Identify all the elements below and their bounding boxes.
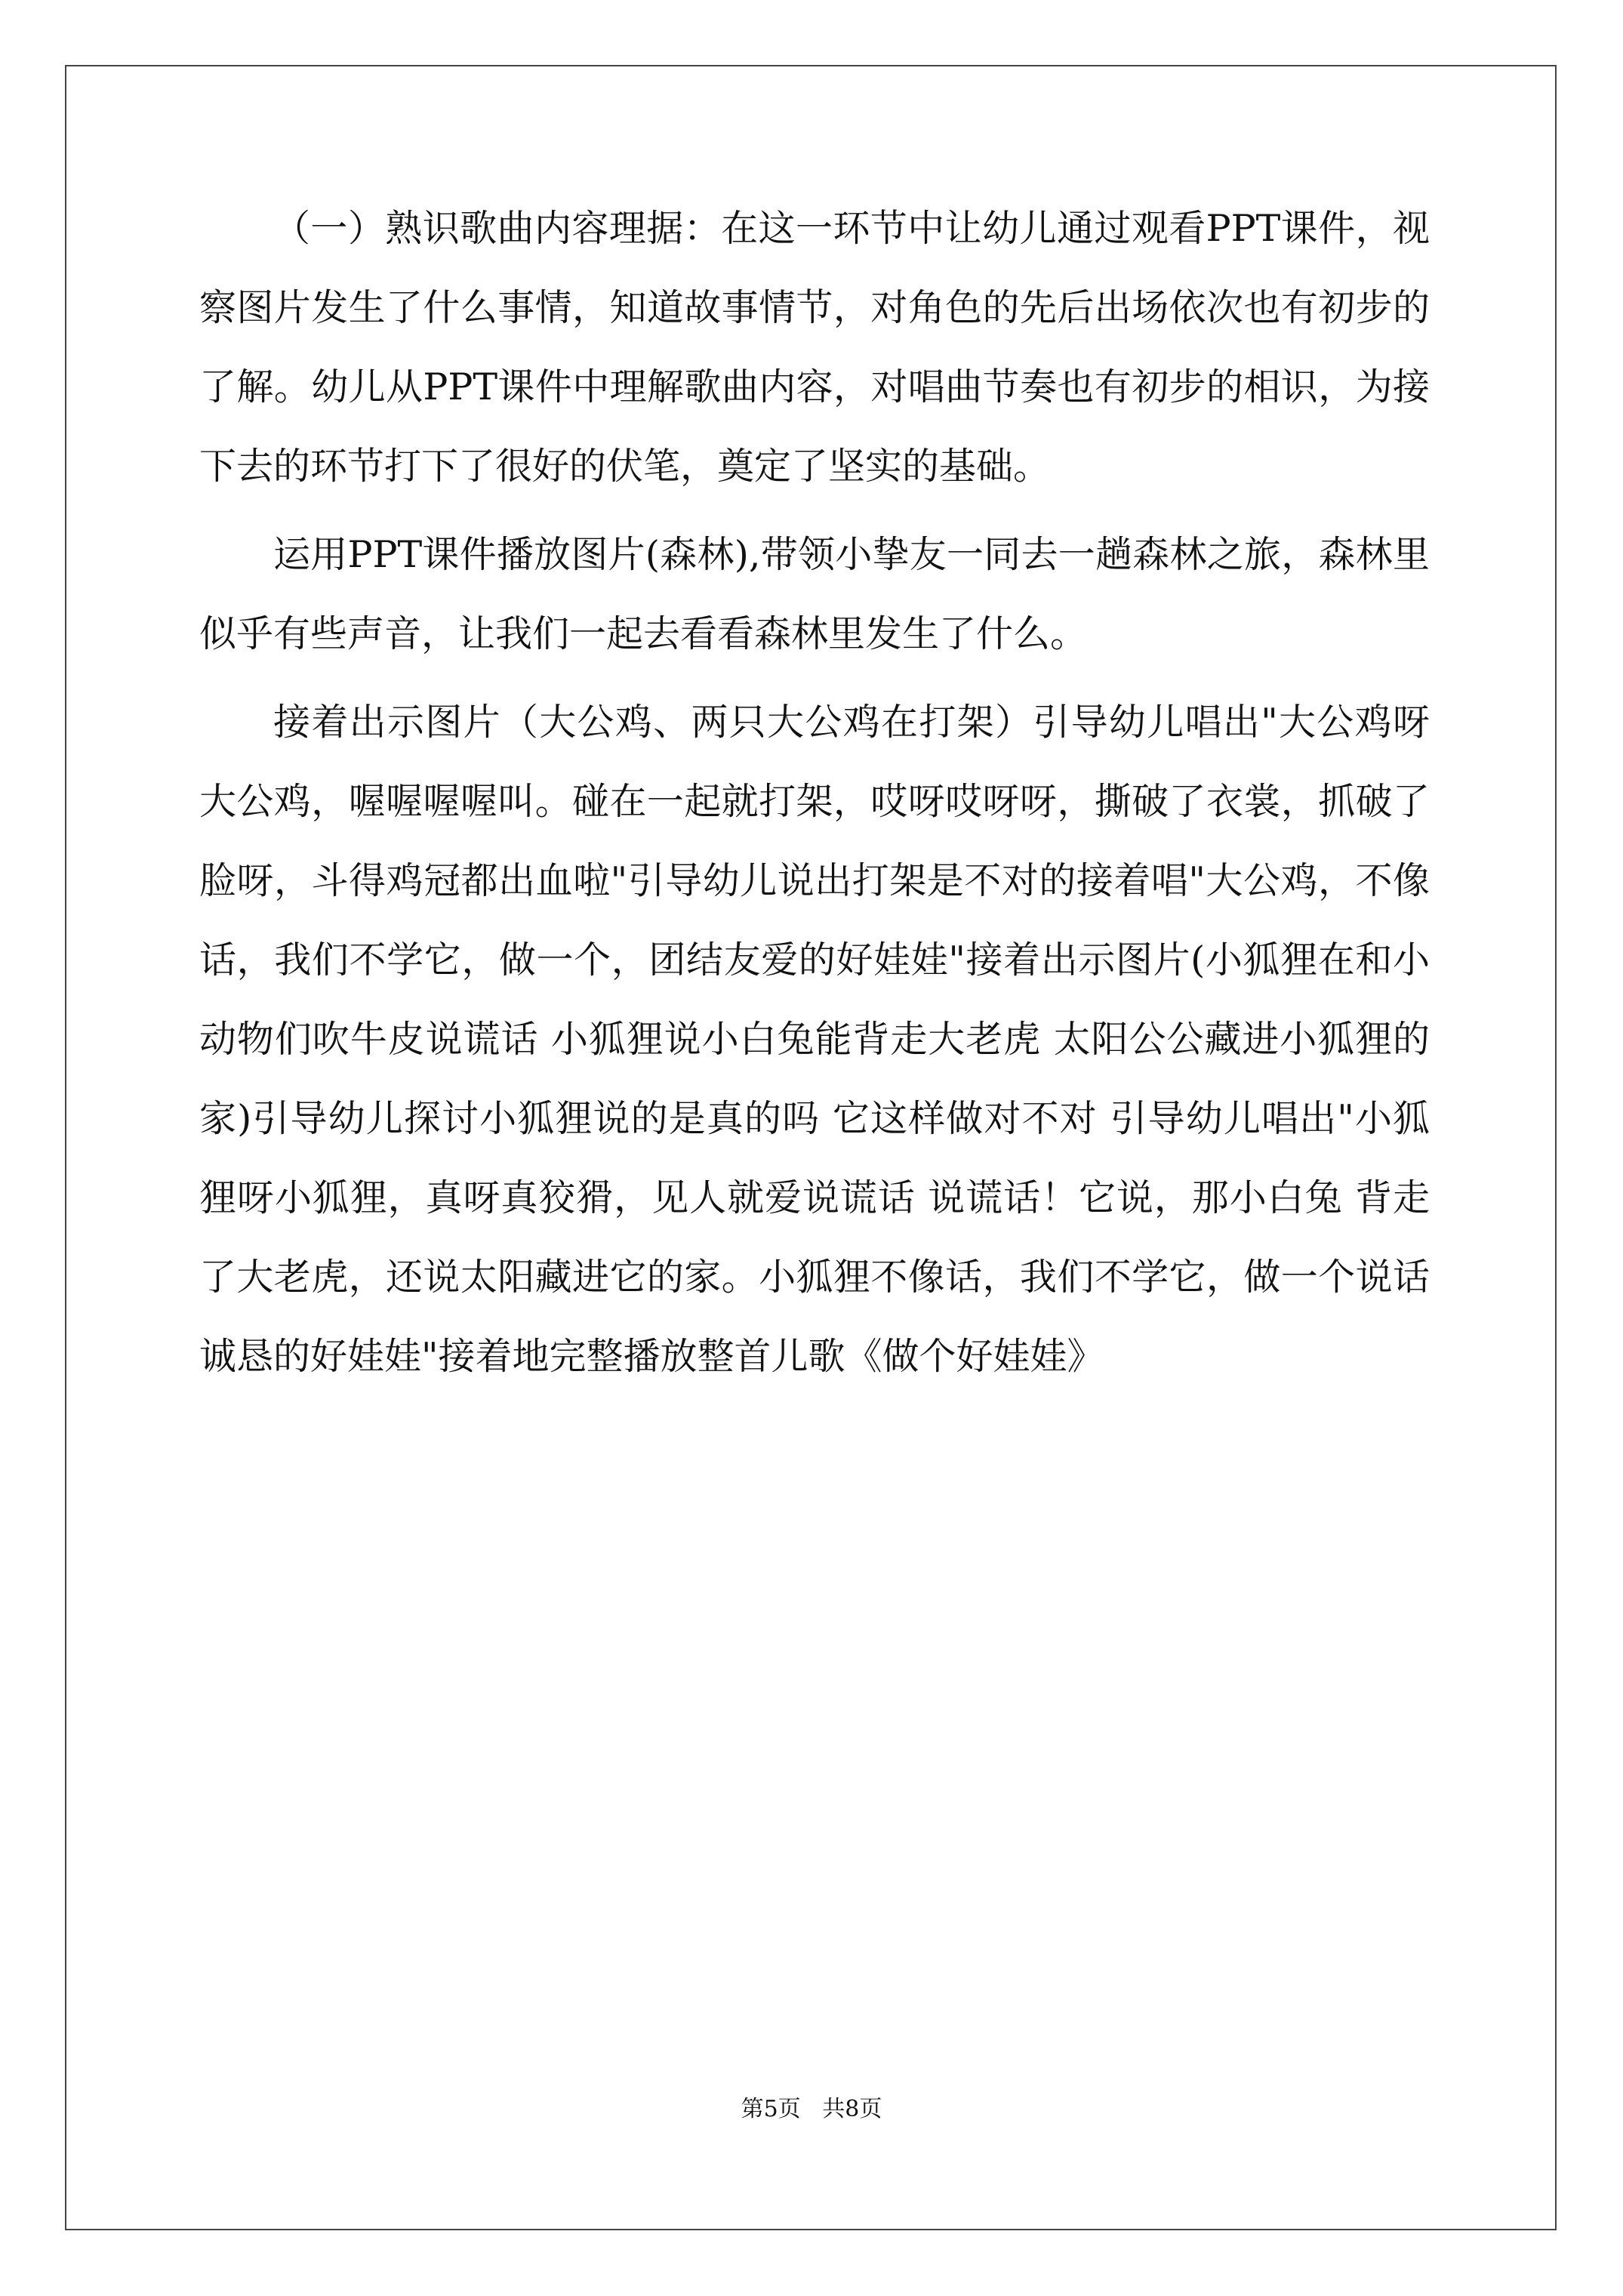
page-total: 共8页 [822,2096,882,2122]
paragraph-2: 运用PPT课件播放图片(森林),带领小挚友一同去一趟森林之旅，森林里似乎有些声音，让我们一起去看看森林里发生了什么。 [199,533,1430,655]
paragraph-3: 接着出示图片（大公鸡、两只大公鸡在打架）引导幼儿唱出"大公鸡呀大公鸡，喔喔喔喔叫。碰在一起就打架，哎呀哎呀呀，撕破了衣裳，抓破了脸呀，斗得鸡冠都出血啦"引导幼儿说出打架是不对的接着唱"大公鸡，不像话，我们不学它，做一个，团结友爱的好娃娃"接着出示图片(小狐狸在和小动物们吹牛皮说谎话 小狐狸说小白兔能背走大老虎 太阳公公藏进小狐狸的家)引导幼儿探讨小狐狸说的是真的吗 它这样做对不对 引导幼儿唱出"小狐狸呀小狐狸，真呀真狡猾，见人就爱说谎话 说谎话！它说，那小白兔 背走了大老虎，还说太阳藏进它的家。小狐狸不像话，我们不学它，做一个说话诚恳的好娃娃"接着地完整播放整首儿歌《做个好娃娃》 [199,701,1430,1378]
page-footer [0,2090,1623,2123]
page-number: 第5页 [741,2096,801,2122]
document-body [199,189,1430,1405]
paragraph-1: （一）熟识歌曲内容理据：在这一环节中让幼儿通过观看PPT课件，视察图片发生了什么事情，知道故事情节，对角色的先后出场依次也有初步的了解。幼儿从PPT课件中理解歌曲内容，对唱曲节奏也有初步的相识，为接下去的环节打下了很好的伏笔，奠定了坚实的基础。 [199,207,1430,488]
